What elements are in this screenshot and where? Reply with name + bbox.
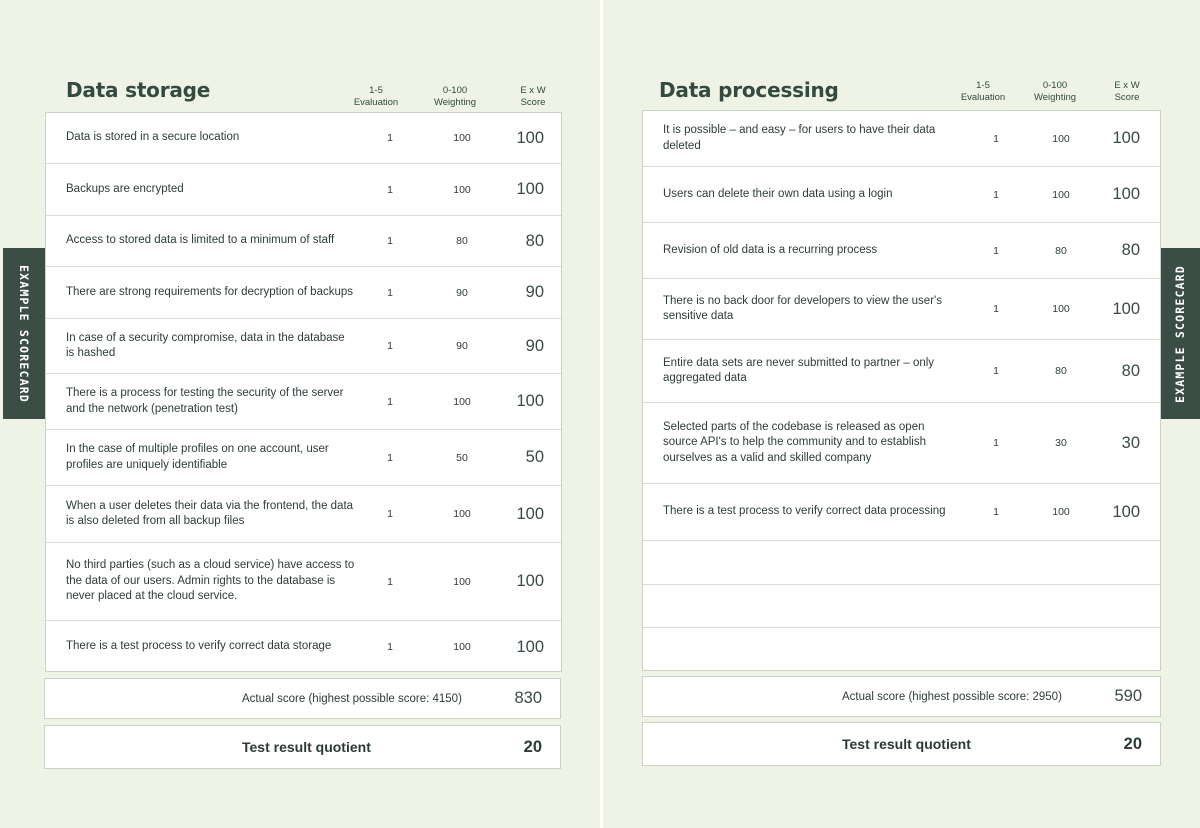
column-header-evaluation: 1-5 Evaluation bbox=[960, 80, 1006, 103]
weighting-value: 100 bbox=[453, 183, 471, 196]
side-tab-label: EXAMPLE SCORECARD bbox=[17, 264, 32, 403]
evaluation-value: 1 bbox=[993, 303, 999, 315]
table-row bbox=[643, 223, 1160, 279]
score-value: 100 bbox=[516, 128, 544, 147]
evaluation-value: 1 bbox=[387, 183, 393, 196]
evaluation-value: 1 bbox=[993, 506, 999, 518]
column-header-weighting: 0-100 Weighting bbox=[1033, 80, 1077, 103]
quotient-value: 20 bbox=[1123, 734, 1142, 753]
table-row bbox=[46, 621, 561, 673]
table-row bbox=[46, 486, 561, 543]
evaluation-value: 1 bbox=[993, 365, 999, 377]
weighting-value: 80 bbox=[456, 235, 468, 247]
evaluation-value bbox=[976, 585, 1016, 627]
evaluation-value: 1 bbox=[387, 641, 393, 653]
score-value: 100 bbox=[516, 392, 544, 410]
score-value: 100 bbox=[1112, 299, 1140, 318]
actual-score-box bbox=[642, 676, 1161, 717]
side-tab-label: EXAMPLE SCORECARD bbox=[1173, 264, 1188, 403]
weighting-value: 100 bbox=[453, 641, 471, 653]
quotient-label: Test result quotient bbox=[242, 739, 371, 755]
table-row bbox=[643, 340, 1160, 403]
score-value bbox=[1080, 628, 1140, 672]
table-row bbox=[643, 541, 1160, 585]
evaluation-value: 1 bbox=[387, 395, 393, 408]
criterion-text: It is possible – and easy – for users to have their data deleted bbox=[663, 124, 936, 152]
weighting-value: 100 bbox=[1052, 506, 1070, 518]
criterion-text bbox=[663, 541, 953, 584]
quotient-box bbox=[44, 725, 561, 769]
page-gutter bbox=[600, 0, 603, 828]
table-row bbox=[643, 279, 1160, 340]
evaluation-value: 1 bbox=[387, 286, 393, 299]
table-row bbox=[46, 430, 561, 486]
quotient-value: 20 bbox=[523, 737, 542, 756]
score-value: 100 bbox=[1112, 129, 1140, 147]
evaluation-value: 1 bbox=[387, 508, 393, 520]
weighting-value: 80 bbox=[1055, 365, 1067, 377]
score-value: 50 bbox=[525, 448, 544, 466]
table-row bbox=[643, 585, 1160, 628]
weighting-value: 100 bbox=[1052, 188, 1070, 201]
section-title: Data processing bbox=[659, 78, 839, 102]
column-header-score: E x W Score bbox=[520, 85, 546, 108]
column-header-evaluation: 1-5 Evaluation bbox=[353, 85, 399, 108]
side-tab-left bbox=[3, 248, 45, 419]
evaluation-value: 1 bbox=[387, 340, 393, 352]
side-tab-right bbox=[1160, 248, 1200, 419]
score-value: 100 bbox=[516, 504, 544, 523]
criterion-text: Users can delete their own data using a login bbox=[663, 187, 893, 200]
criterion-text: In case of a security compromise, data in the database is hashed bbox=[66, 331, 345, 359]
table-row bbox=[46, 319, 561, 374]
criterion-text bbox=[663, 628, 953, 672]
table-row bbox=[46, 374, 561, 430]
criterion-text: No third parties (such as a cloud service) have access to the data of our users. Admin rights to the database is never placed at the cloud service. bbox=[66, 559, 355, 603]
weighting-value: 100 bbox=[1052, 303, 1070, 315]
criterion-text bbox=[663, 585, 953, 627]
table-row bbox=[46, 267, 561, 319]
score-value: 80 bbox=[1121, 241, 1140, 259]
criterion-text: Selected parts of the codebase is released as open source API's to help the community and to establish ourselves as a valid and skilled company bbox=[663, 420, 927, 464]
evaluation-value: 1 bbox=[993, 244, 999, 257]
score-value bbox=[1080, 585, 1140, 627]
weighting-value: 90 bbox=[456, 340, 468, 352]
evaluation-value: 1 bbox=[387, 235, 393, 247]
weighting-value: 100 bbox=[453, 575, 471, 588]
weighting-value: 100 bbox=[1052, 132, 1070, 145]
actual-score-label: Actual score (highest possible score: 2950) bbox=[842, 690, 1062, 703]
criterion-text: There are strong requirements for decryption of backups bbox=[66, 285, 354, 298]
criterion-text: Backups are encrypted bbox=[66, 182, 184, 195]
score-value: 100 bbox=[1112, 502, 1140, 521]
actual-score-value: 830 bbox=[514, 689, 542, 707]
actual-score-value: 590 bbox=[1114, 687, 1142, 705]
weighting-value: 100 bbox=[453, 132, 471, 144]
weighting-value: 90 bbox=[456, 286, 468, 299]
weighting-value bbox=[1041, 585, 1081, 627]
criterion-text: Revision of old data is a recurring process bbox=[663, 243, 878, 256]
score-value: 100 bbox=[1112, 185, 1140, 203]
scorecard-table bbox=[45, 112, 562, 672]
evaluation-value bbox=[976, 541, 1016, 584]
table-row bbox=[46, 216, 561, 267]
score-value: 80 bbox=[1121, 361, 1140, 380]
criterion-text: There is a test process to verify correct data processing bbox=[663, 505, 946, 518]
criterion-text: There is no back door for developers to view the user's sensitive data bbox=[663, 294, 942, 322]
weighting-value: 100 bbox=[453, 508, 471, 520]
criterion-text: There is a test process to verify correct data storage bbox=[66, 640, 332, 653]
table-row bbox=[643, 484, 1160, 541]
quotient-box bbox=[642, 722, 1161, 766]
column-header-weighting: 0-100 Weighting bbox=[433, 85, 477, 108]
score-value: 100 bbox=[516, 572, 544, 590]
scorecard-table bbox=[642, 110, 1161, 671]
weighting-value: 30 bbox=[1055, 437, 1067, 449]
weighting-value bbox=[1041, 628, 1081, 672]
criterion-text: There is a process for testing the security of the server and the network (penetration test) bbox=[66, 387, 344, 415]
table-row bbox=[643, 167, 1160, 223]
evaluation-value: 1 bbox=[387, 575, 393, 588]
table-row bbox=[643, 403, 1160, 484]
evaluation-value bbox=[976, 628, 1016, 672]
table-row bbox=[46, 543, 561, 621]
evaluation-value: 1 bbox=[993, 132, 999, 145]
weighting-value bbox=[1041, 541, 1081, 584]
criterion-text: In the case of multiple profiles on one account, user profiles are uniquely identifiable bbox=[66, 443, 329, 471]
quotient-label: Test result quotient bbox=[842, 736, 971, 752]
table-row bbox=[46, 113, 561, 164]
table-row bbox=[643, 628, 1160, 672]
score-value bbox=[1080, 541, 1140, 584]
weighting-value: 100 bbox=[453, 395, 471, 408]
score-value: 100 bbox=[516, 637, 544, 656]
section-title: Data storage bbox=[66, 78, 211, 102]
evaluation-value: 1 bbox=[387, 451, 393, 464]
evaluation-value: 1 bbox=[993, 437, 999, 449]
score-value: 90 bbox=[525, 336, 544, 355]
evaluation-value: 1 bbox=[387, 132, 393, 144]
weighting-value: 50 bbox=[456, 451, 468, 464]
criterion-text: Data is stored in a secure location bbox=[66, 131, 240, 144]
score-value: 90 bbox=[525, 283, 544, 301]
column-header-score: E x W Score bbox=[1114, 80, 1140, 103]
criterion-text: When a user deletes their data via the frontend, the data is also deleted from all backup files bbox=[66, 499, 354, 527]
evaluation-value: 1 bbox=[993, 188, 999, 201]
criterion-text: Entire data sets are never submitted to partner – only aggregated data bbox=[663, 356, 935, 384]
actual-score-label: Actual score (highest possible score: 4150) bbox=[242, 692, 462, 705]
criterion-text: Access to stored data is limited to a minimum of staff bbox=[66, 234, 335, 247]
table-row bbox=[46, 164, 561, 216]
weighting-value: 80 bbox=[1055, 244, 1067, 257]
score-value: 100 bbox=[516, 180, 544, 198]
score-value: 80 bbox=[525, 231, 544, 250]
score-value: 30 bbox=[1121, 433, 1140, 452]
table-row bbox=[643, 111, 1160, 167]
actual-score-box bbox=[44, 678, 561, 719]
